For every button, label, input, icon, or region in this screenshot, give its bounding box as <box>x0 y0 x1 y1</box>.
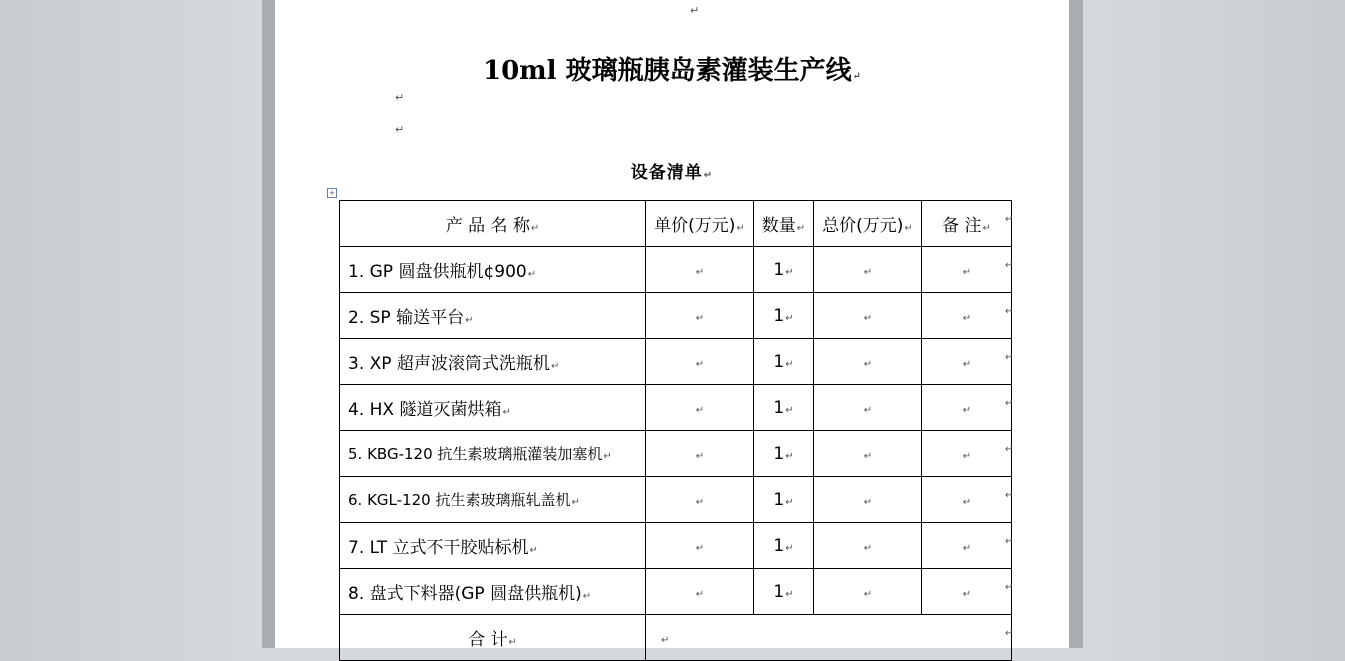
table-row <box>340 569 1012 615</box>
product-name-cell: 3. XP 超声波滚筒式洗瓶机↵ <box>340 339 646 385</box>
quantity-cell: 1↵ <box>754 293 814 339</box>
paragraph-mark: ↵ <box>395 124 405 136</box>
remarks-cell: ↵ <box>922 339 1012 385</box>
unit-price-cell: ↵ <box>646 293 754 339</box>
total-price-cell: ↵ <box>814 247 922 293</box>
remarks-cell: ↵ <box>922 477 1012 523</box>
product-name-cell: 7. LT 立式不干胶贴标机↵ <box>340 523 646 569</box>
header-unit-price: 单价(万元)↵ <box>646 201 754 247</box>
unit-price-cell: ↵ <box>646 477 754 523</box>
product-name-cell: 2. SP 输送平台↵ <box>340 293 646 339</box>
table-row <box>340 293 1012 339</box>
table-row <box>340 385 1012 431</box>
table-row <box>340 431 1012 477</box>
document-page <box>275 0 1069 648</box>
subtitle-text: 设备清单 <box>630 163 703 183</box>
quantity-cell: 1↵ <box>754 385 814 431</box>
row-end-mark: ↵ <box>1005 490 1014 501</box>
row-end-mark: ↵ <box>1005 306 1014 317</box>
table-row <box>340 247 1012 293</box>
total-price-cell: ↵ <box>814 293 922 339</box>
product-name-cell: 1. GP 圆盘供瓶机¢900↵ <box>340 247 646 293</box>
total-price-cell: ↵ <box>814 431 922 477</box>
table-header-row <box>340 201 1012 247</box>
unit-price-cell: ↵ <box>646 385 754 431</box>
remarks-cell: ↵ <box>922 523 1012 569</box>
total-price-cell: ↵ <box>814 385 922 431</box>
unit-price-cell: ↵ <box>646 523 754 569</box>
row-end-mark: ↵ <box>1005 352 1014 363</box>
product-name-cell: 6. KGL-120 抗生素玻璃瓶轧盖机↵ <box>340 477 646 523</box>
row-end-mark: ↵ <box>1005 214 1014 225</box>
table-row <box>340 523 1012 569</box>
remarks-cell: ↵ <box>922 293 1012 339</box>
table-total-row <box>340 615 1012 661</box>
header-product-name: 产 品 名 称↵ <box>340 201 646 247</box>
table-row <box>340 477 1012 523</box>
section-title <box>275 158 1069 183</box>
paragraph-mark: ↵ <box>690 5 700 17</box>
row-end-mark: ↵ <box>1005 582 1014 593</box>
quantity-cell: 1↵ <box>754 431 814 477</box>
row-end-mark: ↵ <box>1005 628 1014 639</box>
total-price-cell: ↵ <box>814 339 922 385</box>
row-end-mark: ↵ <box>1005 398 1014 409</box>
unit-price-cell: ↵ <box>646 247 754 293</box>
unit-price-cell: ↵ <box>646 569 754 615</box>
header-total-price: 总价(万元)↵ <box>814 201 922 247</box>
total-label-cell: 合 计↵ <box>340 615 646 661</box>
unit-price-cell: ↵ <box>646 339 754 385</box>
table-row <box>340 339 1012 385</box>
quantity-cell: 1↵ <box>754 339 814 385</box>
total-value-cell: ↵ <box>646 615 1012 661</box>
product-name-cell: 5. KBG-120 抗生素玻璃瓶灌装加塞机↵ <box>340 431 646 477</box>
quantity-cell: 1↵ <box>754 247 814 293</box>
row-end-mark: ↵ <box>1005 444 1014 455</box>
remarks-cell: ↵ <box>922 569 1012 615</box>
total-price-cell: ↵ <box>814 477 922 523</box>
paragraph-mark: ↵ <box>852 71 861 82</box>
remarks-cell: ↵ <box>922 431 1012 477</box>
remarks-cell: ↵ <box>922 247 1012 293</box>
product-name-cell: 8. 盘式下料器(GP 圆盘供瓶机)↵ <box>340 569 646 615</box>
unit-price-cell: ↵ <box>646 431 754 477</box>
header-remarks: 备 注↵ <box>922 201 1012 247</box>
equipment-table <box>339 200 1012 661</box>
quantity-cell: 1↵ <box>754 477 814 523</box>
paragraph-mark: ↵ <box>395 92 405 104</box>
paragraph-mark: ↵ <box>703 170 714 181</box>
table-move-handle-icon[interactable]: + <box>327 188 337 198</box>
remarks-cell: ↵ <box>922 385 1012 431</box>
row-end-mark: ↵ <box>1005 536 1014 547</box>
quantity-cell: 1↵ <box>754 523 814 569</box>
product-name-cell: 4. HX 隧道灭菌烘箱↵ <box>340 385 646 431</box>
header-quantity: 数量↵ <box>754 201 814 247</box>
quantity-cell: 1↵ <box>754 569 814 615</box>
document-title <box>275 50 1069 87</box>
total-price-cell: ↵ <box>814 523 922 569</box>
row-end-mark: ↵ <box>1005 260 1014 271</box>
title-text: 10ml 玻璃瓶胰岛素灌装生产线 <box>482 56 852 86</box>
total-price-cell: ↵ <box>814 569 922 615</box>
